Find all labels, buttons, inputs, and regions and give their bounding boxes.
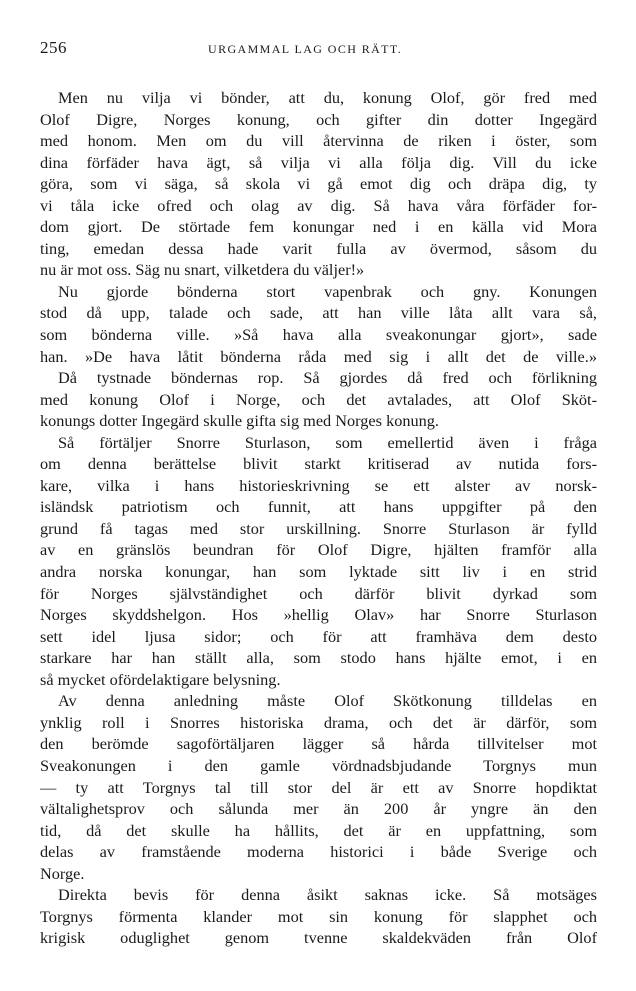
text-line: sett idel ljusa sidor; och för att framhäva dem desto <box>40 626 597 646</box>
text-line: dina förfäder hava ägt, så vilja vi alla följa dig. Vill du icke <box>40 152 597 172</box>
text-line: — ty att Torgnys tal till stor del är ett av Snorre hopdiktat <box>40 777 597 797</box>
page-header <box>40 38 596 62</box>
text-line: konungs dotter Ingegärd skulle gifta sig med Norges konung. <box>40 411 439 431</box>
text-line: kare, vilka i hans historieskrivning se ett alster av norsk- <box>40 475 597 495</box>
text-line: ynklig roll i Snorres historiska drama, och det är därför, som <box>40 712 597 732</box>
text-line: starkare har han ställt alla, som stodo hans hjälte emot, i en <box>40 648 597 668</box>
text-line: göra, som vi säga, så skola vi gå emot dig och dräpa dig, ty <box>40 174 597 194</box>
text-line: grund få tagas med stor urskillning. Snorre Sturlason är fylld <box>40 518 597 538</box>
text-line: av en gränslös beundran för Olof Digre, hjälten framför alla <box>40 540 597 560</box>
text-line: Direkta bevis för denna åsikt saknas icke. Så motsäges <box>58 885 597 905</box>
text-line: Norge. <box>40 863 85 883</box>
text-line: som bönderna ville. »Så hava alla sveakonungar gjort», sade <box>40 325 597 345</box>
text-line: för Norges självständighet och därför blivit dyrkad som <box>40 583 597 603</box>
text-line: så mycket ofördelaktigare belysning. <box>40 669 281 689</box>
text-line: krigisk oduglighet genom tvenne skaldekväden från Olof <box>40 928 597 948</box>
text-line: med konung Olof i Norge, och det avtalades, att Olof Sköt- <box>40 389 597 409</box>
text-line: nu är mot oss. Säg nu snart, vilketdera du väljer!» <box>40 260 365 280</box>
text-line: stod då upp, talade och sade, att han ville låta allt vara så, <box>40 303 597 323</box>
running-title: URGAMMAL LAG OCH RÄTT. <box>208 42 403 56</box>
text-line: vi tåla icke ofred och olag av dig. Så hava våra förfäder for- <box>40 195 597 215</box>
text-line: Men nu vilja vi bönder, att du, konung Olof, gör fred med <box>58 88 597 107</box>
text-line: andra norska konungar, han som lyktade sitt liv i en strid <box>40 562 597 582</box>
text-line: Då tystnade böndernas rop. Så gjordes då fred och förlikning <box>58 368 597 388</box>
text-line: Torgnys förmenta klander mot sin konung för slapphet och <box>40 906 597 926</box>
text-line: vältalighetsprov och sålunda mer än 200 år yngre än den <box>40 799 597 819</box>
text-line: Nu gjorde bönderna stort vapenbrak och gny. Konungen <box>58 281 597 301</box>
text-line: om denna berättelse blivit starkt kritiserad av nutida fors- <box>40 454 597 474</box>
text-line: delas av framstående moderna historici i både Sverige och <box>40 842 597 862</box>
text-line: Norges skyddshelgon. Hos »hellig Olav» har Snorre Sturlason <box>40 605 597 625</box>
text-line: ting, emedan dessa hade varit fulla av övermod, såsom du <box>40 238 597 258</box>
page-number: 256 <box>40 38 67 57</box>
text-line: den berömde sagoförtäljaren lägger så hårda tillvitelser mot <box>40 734 597 754</box>
text-line: Olof Digre, Norges konung, och gifter din dotter Ingegärd <box>40 109 597 129</box>
text-line: Sveakonungen i den gamle vördnadsbjudande Torgnys mun <box>40 755 597 775</box>
body-text <box>40 87 597 949</box>
text-line: isländsk patriotism och funnit, att hans uppgifter på den <box>40 497 597 517</box>
text-line: Så förtäljer Snorre Sturlason, som emellertid även i fråga <box>58 432 597 452</box>
text-line: Av denna anledning måste Olof Skötkonung tilldelas en <box>58 691 597 711</box>
text-line: med honom. Men om du vill återvinna de riken i öster, som <box>40 131 597 151</box>
text-line: tid, då det skulle ha hållits, det är en uppfattning, som <box>40 820 597 840</box>
text-line: dom gjort. De störtade fem konungar ned i en källa vid Mora <box>40 217 597 237</box>
text-line: han. »De hava låtit bönderna råda med sig i allt det de ville.» <box>40 346 597 366</box>
